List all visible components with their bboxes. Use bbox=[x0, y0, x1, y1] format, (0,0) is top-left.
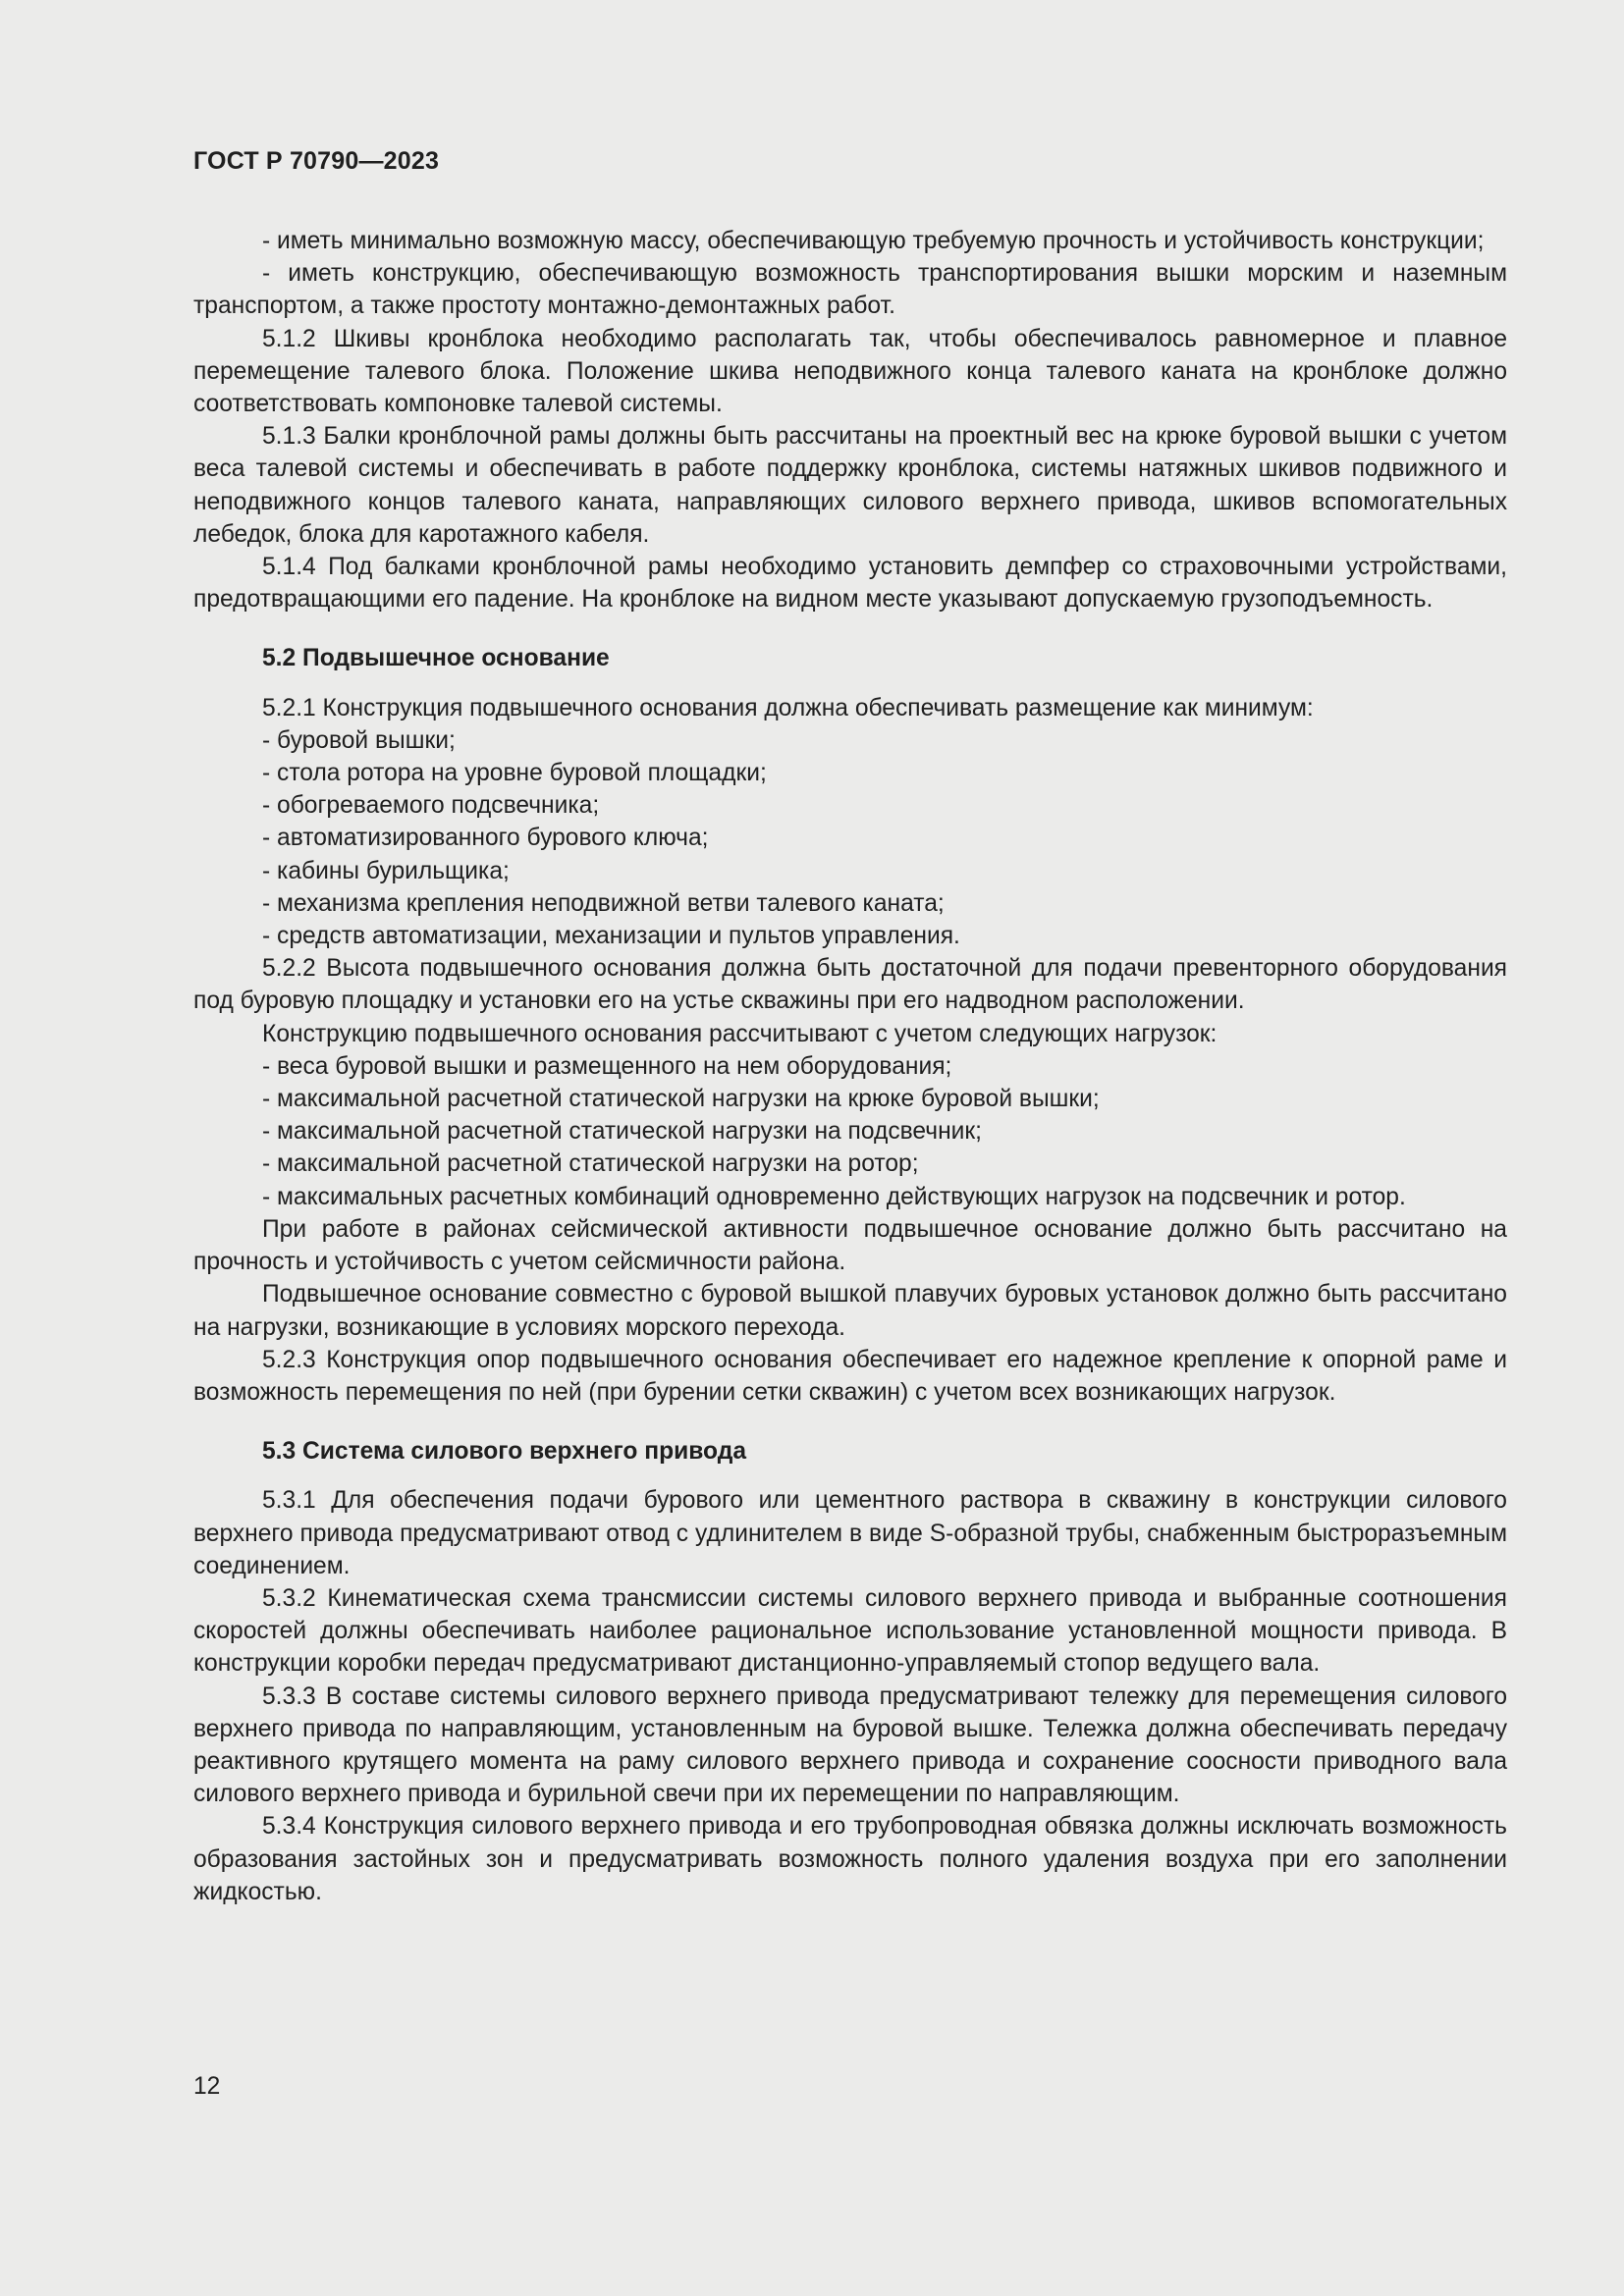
list-item: - обогреваемого подсвечника; bbox=[262, 792, 600, 820]
list-item: - буровой вышки; bbox=[262, 726, 456, 754]
section-heading-5-3: 5.3 Система силового верхнего привода bbox=[262, 1438, 747, 1466]
list-item: - автоматизированного бурового ключа; bbox=[262, 825, 709, 852]
paragraph: - иметь конструкцию, обеспечивающую возможность транспортирования вышки морским и наземным транспортом, а также простоту монтажно-демонтажных работ. bbox=[193, 260, 1507, 320]
paragraph: 5.2.1 Конструкция подвышечного основания должна обеспечивать размещение как минимум: bbox=[262, 694, 1314, 721]
section-heading-5-2: 5.2 Подвышечное основание bbox=[262, 645, 610, 672]
page-number: 12 bbox=[193, 2073, 221, 2100]
document-body bbox=[193, 225, 1507, 1908]
paragraph: 5.2.2 Высота подвышечного основания должна быть достаточной для подачи превенторного оборудования под буровую площадку и установки его на устье скважины при его надводном расположении. bbox=[193, 955, 1507, 1015]
list-item: - веса буровой вышки и размещенного на нем оборудования; bbox=[262, 1052, 952, 1080]
paragraph: 5.2.3 Конструкция опор подвышечного основания обеспечивает его надежное крепление к опорной раме и возможность перемещения по ней (при бурении сетки скважин) с учетом всех возникающих нагрузок. bbox=[193, 1346, 1507, 1406]
list-item: - средств автоматизации, механизации и пультов управления. bbox=[262, 923, 960, 950]
paragraph: 5.3.4 Конструкция силового верхнего привода и его трубопроводная обвязка должны исключать возможность образования застойных зон и предусматривать возможность полного удаления воздуха при его заполнении жидкостью. bbox=[193, 1813, 1507, 1905]
paragraph: 5.1.3 Балки кронблочной рамы должны быть рассчитаны на проектный вес на крюке буровой вышки с учетом веса талевой системы и обеспечивать в работе поддержку кронблока, системы натяжных шкивов подвижного и неподвижного концов талевого каната, направляющих силового верхнего привода, шкивов вспомогательных лебедок, блока для каротажного кабеля. bbox=[193, 423, 1507, 548]
paragraph: 5.1.2 Шкивы кронблока необходимо располагать так, чтобы обеспечивалось равномерное и плавное перемещение талевого блока. Положение шкива неподвижного конца талевого каната на кронблоке должно соответствовать компоновке талевой системы. bbox=[193, 325, 1507, 418]
list-item: - максимальной расчетной статической нагрузки на крюке буровой вышки; bbox=[262, 1086, 1100, 1113]
list-item: - максимальной расчетной статической нагрузки на ротор; bbox=[262, 1150, 919, 1178]
document-header: ГОСТ Р 70790—2023 bbox=[193, 147, 440, 175]
paragraph: - иметь минимально возможную массу, обеспечивающую требуемую прочность и устойчивость конструкции; bbox=[262, 228, 1485, 254]
list-item: - кабины бурильщика; bbox=[262, 857, 510, 884]
paragraph: 5.3.2 Кинематическая схема трансмиссии системы силового верхнего привода и выбранные соотношения скоростей должны обеспечивать наиболее рациональное использование установленной мощности привода. В конструкции коробки передач предусматривают дистанционно-управляемый стопор ведущего вала. bbox=[193, 1584, 1507, 1678]
paragraph: 5.3.1 Для обеспечения подачи бурового или цементного раствора в скважину в конструкции силового верхнего привода предусматривают отвод с удлинителем в виде S-образной трубы, снабженным быстроразъемным соединением. bbox=[193, 1487, 1507, 1579]
paragraph: 5.3.3 В составе системы силового верхнего привода предусматривают тележку для перемещения силового верхнего привода по направляющим, установленным на буровой вышке. Тележка должна обеспечивать передачу реактивного крутящего момента на раму силового верхнего привода и сохранение соосности приводного вала силового верхнего привода и бурильной свечи при их перемещении по направляющим. bbox=[193, 1682, 1507, 1808]
paragraph: Подвышечное основание совместно с буровой вышкой плавучих буровых установок должно быть рассчитано на нагрузки, возникающие в условиях морского перехода. bbox=[193, 1281, 1507, 1341]
list-item: - механизма крепления неподвижной ветви талевого каната; bbox=[262, 889, 945, 917]
paragraph: 5.1.4 Под балками кронблочной рамы необходимо установить демпфер со страховочными устройствами, предотвращающими его падение. На кронблоке на видном месте указывают допускаемую грузоподъемность. bbox=[193, 554, 1507, 614]
list-item: - стола ротора на уровне буровой площадки; bbox=[262, 760, 767, 787]
paragraph: При работе в районах сейсмической активности подвышечное основание должно быть рассчитано на прочность и устойчивость с учетом сейсмичности района. bbox=[193, 1215, 1507, 1276]
list-item: - максимальных расчетных комбинаций одновременно действующих нагрузок на подсвечник и ротор. bbox=[262, 1183, 1406, 1210]
list-item: - максимальной расчетной статической нагрузки на подсвечник; bbox=[262, 1118, 983, 1146]
paragraph: Конструкцию подвышечного основания рассчитывают с учетом следующих нагрузок: bbox=[262, 1020, 1218, 1047]
